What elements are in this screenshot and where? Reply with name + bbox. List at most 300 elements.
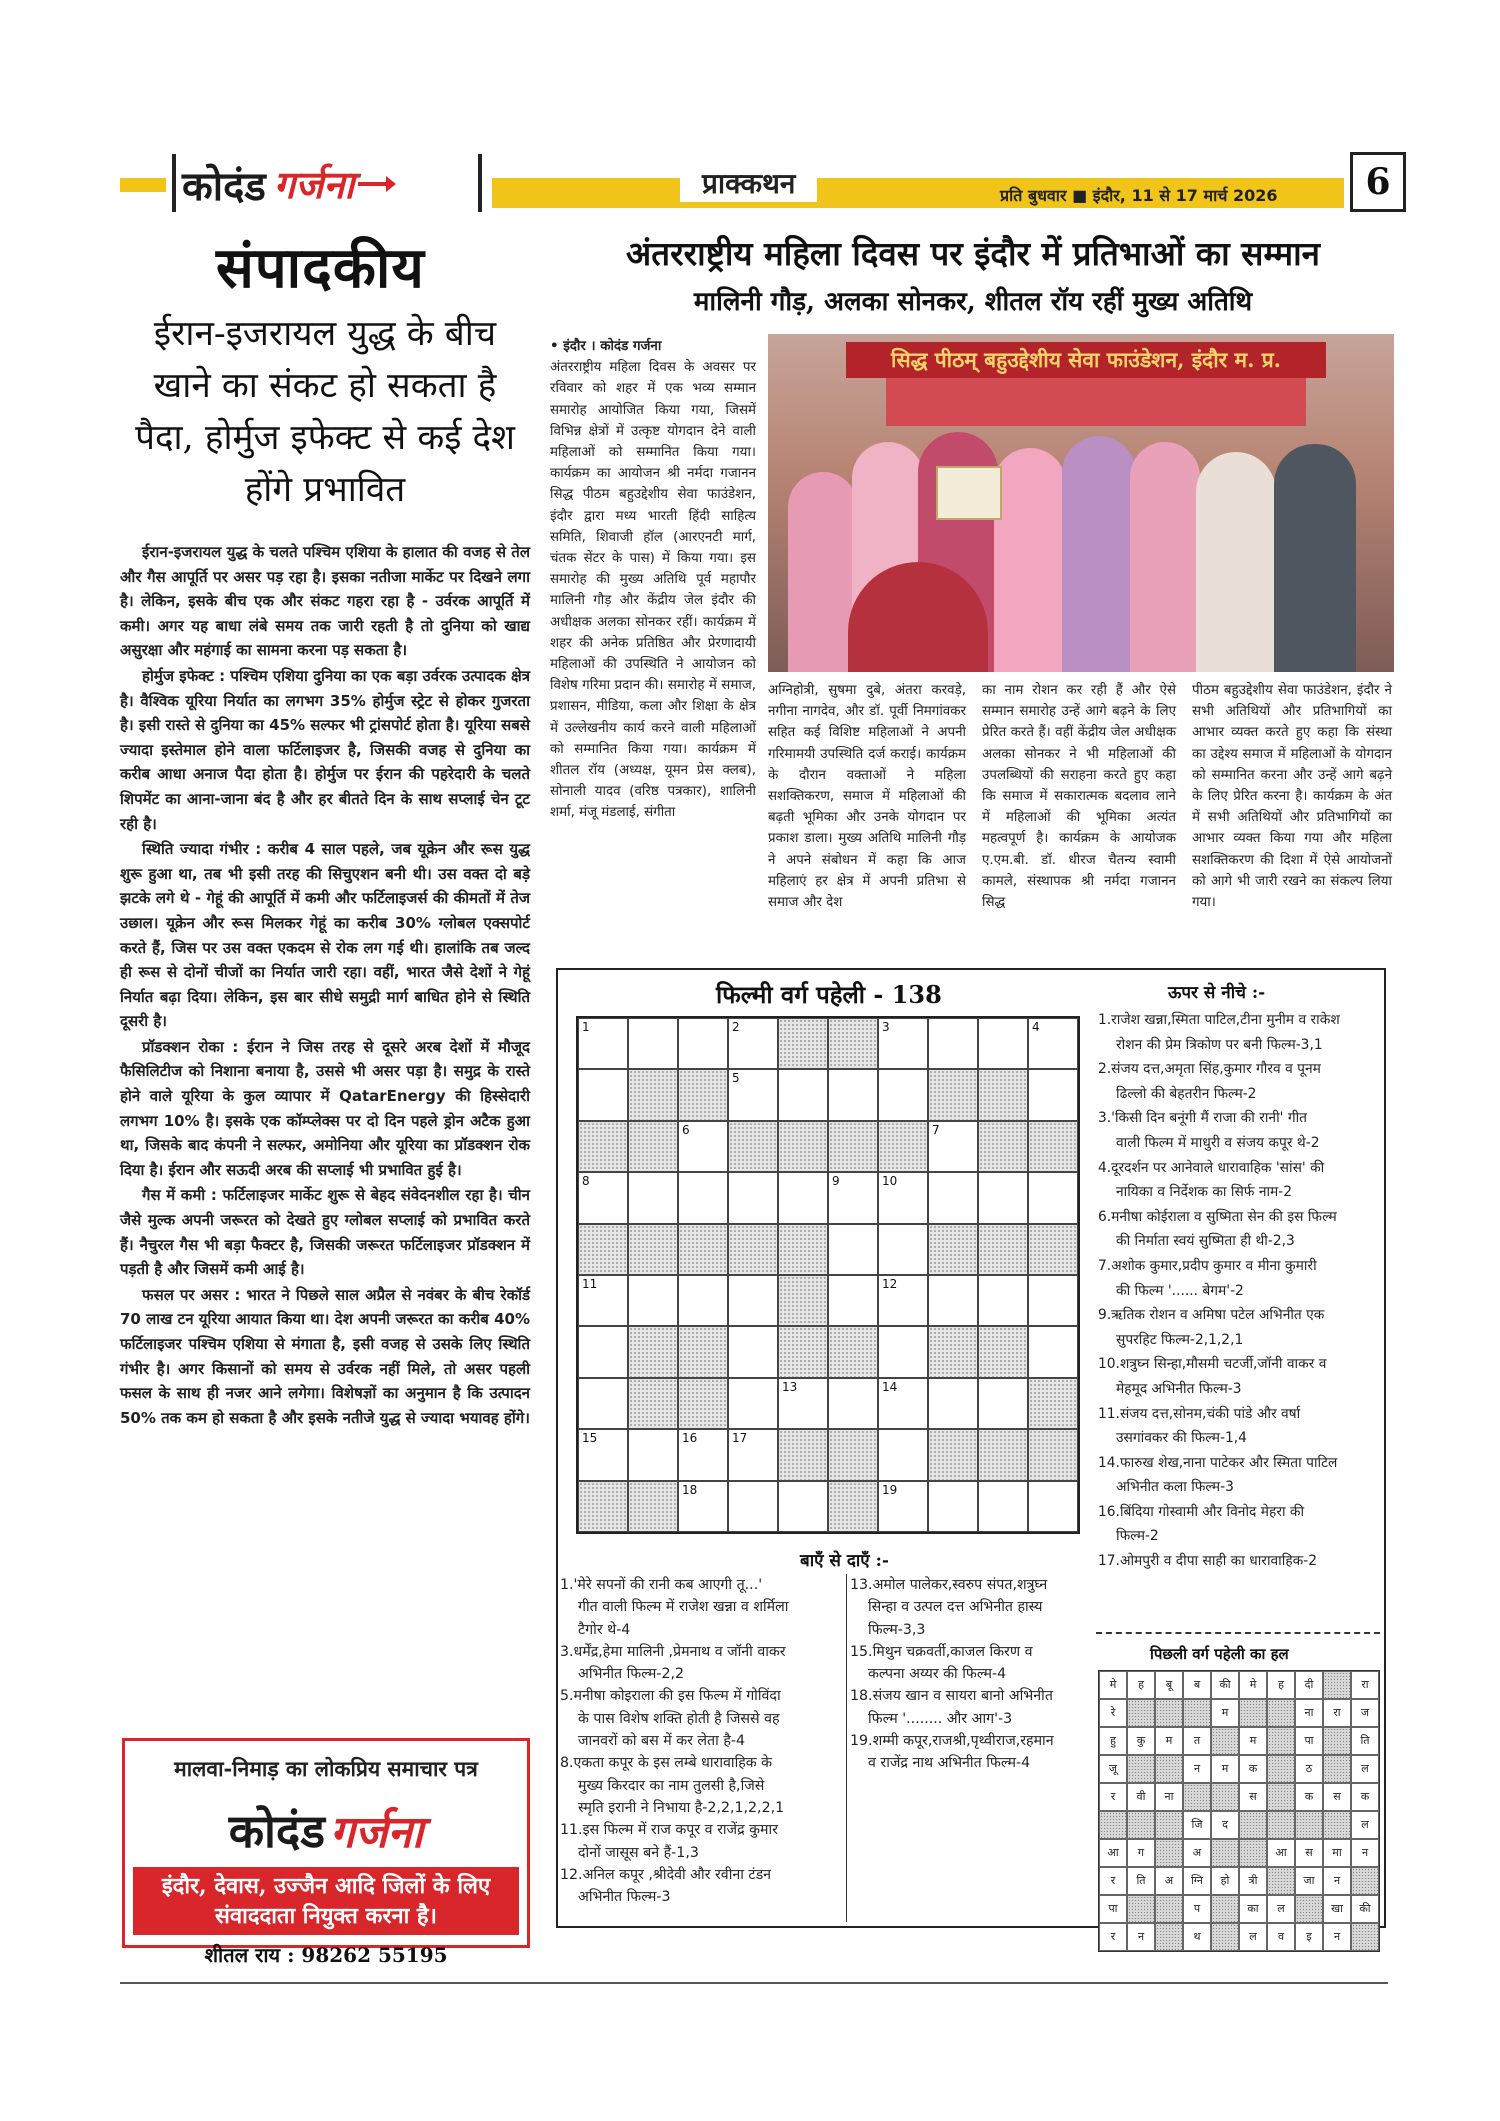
solution-block xyxy=(1239,1839,1267,1867)
solution-cell: हो xyxy=(1211,1867,1239,1895)
crossword-block xyxy=(678,1378,728,1429)
solution-block xyxy=(1239,1811,1267,1839)
solution-block xyxy=(1239,1699,1267,1727)
solution-cell: आ xyxy=(1267,1839,1295,1867)
logo-text-garjana: गर्जना xyxy=(273,162,355,207)
solution-cell: रे xyxy=(1099,1699,1127,1727)
crossword-cell[interactable] xyxy=(828,1224,878,1275)
crossword-block xyxy=(978,1069,1028,1120)
solution-grid xyxy=(1098,1670,1380,1952)
clue-line: टैगोर थे-4 xyxy=(578,1621,631,1638)
solution-cell: ल xyxy=(1267,1895,1295,1923)
clue-line: 19.शम्मी कपूर,राजश्री,पृथ्वीराज,रहमान xyxy=(850,1733,1054,1750)
solution-block xyxy=(1267,1783,1295,1811)
crossword-cell[interactable] xyxy=(578,1378,628,1429)
photo-person xyxy=(1274,444,1356,672)
solution-cell: स xyxy=(1323,1783,1351,1811)
masthead xyxy=(120,148,1395,220)
solution-title: पिछली वर्ग पहेली का हल xyxy=(1150,1645,1289,1663)
clue-line: 4.दूरदर्शन पर आनेवाले धारावाहिक 'सांस' की xyxy=(1098,1159,1325,1176)
solution-cell: की xyxy=(1211,1671,1239,1699)
clue-line: सुपरहिट फिल्म-2,1,2,1 xyxy=(1116,1331,1244,1348)
crossword-block xyxy=(678,1224,728,1275)
crossword-cell[interactable] xyxy=(828,1378,878,1429)
solution-block xyxy=(1267,1867,1295,1895)
solution-cell: इ xyxy=(1295,1923,1323,1951)
solution-cell: र xyxy=(1099,1923,1127,1951)
solution-block xyxy=(1351,1867,1379,1895)
clue-line: जानवरों को बस में कर लेता है-4 xyxy=(578,1733,746,1750)
clue-line: 6.मनीषा कोईराला व सुष्मिता सेन की इस फिल्म xyxy=(1098,1208,1337,1225)
crossword-block xyxy=(828,1018,878,1069)
crossword-cell[interactable] xyxy=(978,1275,1028,1326)
crossword-block xyxy=(828,1481,878,1532)
clue-line: 9.ऋतिक रोशन व अमिषा पटेल अभिनीत एक xyxy=(1098,1307,1325,1324)
crossword-block xyxy=(578,1121,628,1172)
solution-cell: न xyxy=(1351,1839,1379,1867)
solution-cell: की xyxy=(1351,1895,1379,1923)
solution-block xyxy=(1211,1839,1239,1867)
clue-line: मुख्य किरदार का नाम तुलसी है,जिसे xyxy=(578,1777,765,1794)
clue-line: रोशन की प्रेम त्रिकोण पर बनी फिल्म-3,1 xyxy=(1116,1036,1323,1053)
clue-line: अभिनीत फिल्म-3 xyxy=(578,1889,671,1906)
advertisement-box xyxy=(122,1738,530,1967)
crossword-block xyxy=(728,1224,778,1275)
clue-number: 7 xyxy=(932,1122,940,1137)
solution-cell: अ xyxy=(1155,1867,1183,1895)
crossword-cell[interactable] xyxy=(978,1172,1028,1223)
clue-number: 5 xyxy=(732,1071,740,1086)
photo-backdrop xyxy=(886,378,1306,426)
solution-cell: आ xyxy=(1099,1839,1127,1867)
clue-number: 17 xyxy=(732,1431,748,1446)
logo-arrow-icon xyxy=(358,182,388,186)
crossword-cell[interactable] xyxy=(728,1481,778,1532)
solution-cell: मे xyxy=(1099,1671,1127,1699)
solution-cell: रा xyxy=(1323,1699,1351,1727)
crossword-cell[interactable] xyxy=(728,1326,778,1377)
crossword-block xyxy=(778,1224,828,1275)
clue-number: 15 xyxy=(582,1431,598,1446)
ad-message: इंदौर, देवास, उज्जैन आदि जिलों के लिए संवाददाता नियुक्त करना है। xyxy=(133,1867,519,1935)
crossword-cell[interactable] xyxy=(928,1172,978,1223)
editorial-paragraph: होर्मुज इफेक्ट : पश्चिम एशिया दुनिया का एक बड़ा उर्वरक उत्पादक क्षेत्र है। वैश्विक यूरिया निर्यात का लगभग 35% होर्मुज स्ट्रेट से होकर गुजरता है। इसी रास्ते से दुनिया का 45% सल्फर भी ट्रांसपोर्ट होता है। यूरिया सबसे ज्यादा इस्तेमाल होने वाला फर्टिलाइजर है, जिसकी वजह से दुनिया का करीब आधा अनाज पैदा होता है। होर्मुज पर ईरान की पहरेदारी के चलते शिपमेंट का आना-जाना बंद है और हर बीतते दिन के साथ सप्लाई चेन टूट रही है। xyxy=(120,666,530,833)
solution-block xyxy=(1323,1671,1351,1699)
solution-cell: र xyxy=(1099,1783,1127,1811)
clue-line: की फिल्म '...... बेगम'-2 xyxy=(1116,1282,1244,1299)
crossword-block xyxy=(628,1224,678,1275)
solution-block xyxy=(1267,1755,1295,1783)
crossword-cell[interactable] xyxy=(578,1018,628,1069)
solution-cell: जि xyxy=(1183,1811,1211,1839)
solution-cell: क xyxy=(1351,1783,1379,1811)
clue-line: उसगांवकर की फिल्म-1,4 xyxy=(1116,1430,1247,1447)
clue-number: 2 xyxy=(732,1020,740,1034)
clue-number: 3 xyxy=(882,1020,890,1034)
crossword-cell[interactable] xyxy=(578,1172,628,1223)
solution-block xyxy=(1127,1811,1155,1839)
clue-line: 16.बिंदिया गोस्वामी और विनोद मेहरा की xyxy=(1098,1503,1305,1520)
photo-banner: सिद्ध पीठम् बहुउद्देशीय सेवा फाउंडेशन, इंदौर म. प्र. xyxy=(846,342,1326,378)
crossword-cell[interactable] xyxy=(1028,1275,1078,1326)
crossword-block xyxy=(978,1429,1028,1480)
crossword-cell[interactable] xyxy=(878,1275,928,1326)
solution-block xyxy=(1267,1699,1295,1727)
solution-cell: क xyxy=(1239,1755,1267,1783)
story-column-1 xyxy=(550,336,756,824)
crossword-block xyxy=(578,1481,628,1532)
solution-block xyxy=(1127,1699,1155,1727)
crossword-block xyxy=(628,1069,678,1120)
crossword-cell[interactable] xyxy=(678,1429,728,1480)
crossword-block xyxy=(928,1224,978,1275)
clue-line: 11.संजय दत्त,सोनम,चंकी पांडे और वर्षा xyxy=(1098,1405,1301,1422)
clue-line: गीत वाली फिल्म में राजेश खन्ना व शर्मिला xyxy=(578,1599,789,1616)
crossword-cell[interactable] xyxy=(628,1172,678,1223)
clue-line: की निर्माता स्वयं सुष्मिता ही थी-2,3 xyxy=(1116,1233,1295,1250)
solution-cell: त xyxy=(1183,1727,1211,1755)
clue-line: फिल्म-3,3 xyxy=(868,1621,926,1638)
photo-person xyxy=(1130,442,1200,672)
ad-tagline: मालवा-निमाड़ का लोकप्रिय समाचार पत्र xyxy=(174,1756,478,1781)
crossword-cell[interactable] xyxy=(628,1018,678,1069)
crossword-title: फिल्मी वर्ग पहेली - 138 xyxy=(716,980,942,1009)
issue-date: प्रति बुधवार ■ इंदौर, 11 से 17 मार्च 2026 xyxy=(1000,186,1278,205)
crossword-cell[interactable] xyxy=(778,1172,828,1223)
clue-line: मेहमूद अभिनीत फिल्म-3 xyxy=(1116,1380,1242,1397)
solution-cell: अ xyxy=(1183,1839,1211,1867)
solution-cell: कु xyxy=(1127,1727,1155,1755)
crossword-cell[interactable] xyxy=(1028,1018,1078,1069)
editorial-heading: संपादकीय xyxy=(216,235,425,301)
clue-line: दोनों जासूस बने हैं-1,3 xyxy=(578,1844,699,1861)
story-dateline: • इंदौर । कोदंड गर्जना xyxy=(550,339,662,354)
solution-block xyxy=(1155,1839,1183,1867)
crossword-cell[interactable] xyxy=(978,1018,1028,1069)
solution-block xyxy=(1127,1755,1155,1783)
solution-block xyxy=(1267,1727,1295,1755)
solution-cell: मा xyxy=(1323,1839,1351,1867)
solution-block xyxy=(1211,1895,1239,1923)
solution-cell: क xyxy=(1295,1783,1323,1811)
clue-line: 13.अमोल पालेकर,स्वरुप संपत,शत्रुघ्न xyxy=(850,1577,1048,1593)
clue-line: सिन्हा व उत्पल दत्त अभिनीत हास्य xyxy=(868,1599,1043,1616)
solution-cell: ना xyxy=(1295,1699,1323,1727)
solution-cell: पा xyxy=(1099,1895,1127,1923)
solution-cell: ज xyxy=(1351,1699,1379,1727)
crossword-cell[interactable] xyxy=(928,1121,978,1172)
solution-cell: खा xyxy=(1323,1895,1351,1923)
solution-block xyxy=(1211,1727,1239,1755)
story-headline: अंतरराष्ट्रीय महिला दिवस पर इंदौर में प्रतिभाओं का सम्मान xyxy=(626,234,1320,273)
solution-block xyxy=(1267,1811,1295,1839)
crossword-cell[interactable] xyxy=(678,1275,728,1326)
page-number: 6 xyxy=(1350,152,1406,212)
clue-line: 10.शत्रुघ्न सिन्हा,मौसमी चटर्जी,जॉनी वाकर व xyxy=(1098,1356,1327,1373)
editorial-paragraph: स्थिति ज्यादा गंभीर : करीब 4 साल पहले, जब यूक्रेन और रूस युद्ध शुरू हुआ था, तब भी इसी तरह की सिचुएशन बनी थी। उस वक्त दो बड़े झटके लगे थे - गेहूं की आपूर्ति में कमी और फर्टिलाइजर्स की कीमतों में तेज उछाल। यूक्रेन और रूस मिलकर गेहूं का करीब 30% ग्लोबल एक्सपोर्ट करते हैं, जिस पर उस वक्त एकदम से रोक लग गई थी। हालांकि तब जल्द ही रूस से दोनों चीजों का निर्यात जारी रहा। वहीं, भारत जैसे देशों ने गेहूं निर्यात बढ़ा दिया। लेकिन, इस बार सीधे समुद्री मार्ग बाधित होने से स्थिति दूसरी है। xyxy=(120,840,530,1031)
solution-cell: बू xyxy=(1155,1671,1183,1699)
crossword-block xyxy=(778,1121,828,1172)
crossword-block xyxy=(728,1121,778,1172)
solution-divider xyxy=(1096,1632,1380,1634)
clue-number: 19 xyxy=(882,1482,898,1497)
crossword-cell[interactable] xyxy=(578,1326,628,1377)
clue-line: 5.मनीषा कोइराला की इस फिल्म में गोविंदा xyxy=(560,1688,781,1705)
solution-cell: जा xyxy=(1295,1867,1323,1895)
crossword-cell[interactable] xyxy=(878,1018,928,1069)
crossword-block xyxy=(828,1429,878,1480)
solution-block xyxy=(1155,1811,1183,1839)
solution-block xyxy=(1099,1811,1127,1839)
crossword-block xyxy=(978,1326,1028,1377)
crossword-cell[interactable] xyxy=(678,1018,728,1069)
story-column-4: पीठम बहुउद्देशीय सेवा फाउंडेशन, इंदौर ने सभी अतिथियों और प्रतिभागियों का आभार व्यक्त करते हुए कहा कि संस्था का उद्देश्य समाज में महिलाओं के योगदान को सम्मानित करना और उन्हें आगे बढ़ने के लिए प्रेरित करना है। कार्यक्रम के अंत में सभी अतिथियों और प्रतिभागियों का आभार व्यक्त किया गया और महिला सशक्तिकरण की दिशा में ऐसे आयोजनों को आगे भी जारी रखने का संकल्प लिया गया। xyxy=(1192,683,1392,911)
crossword-cell[interactable] xyxy=(1028,1326,1078,1377)
clue-line: ढिल्लो की बेहतरीन फिल्म-2 xyxy=(1116,1085,1257,1102)
crossword-cell[interactable] xyxy=(878,1069,928,1120)
crossword-cell[interactable] xyxy=(928,1481,978,1532)
crossword-block xyxy=(628,1481,678,1532)
clue-line: कल्पना अय्यर की फिल्म-4 xyxy=(868,1666,1007,1683)
clue-line: फिल्म '........ और आग'-3 xyxy=(868,1710,1013,1727)
crossword-cell[interactable] xyxy=(1028,1172,1078,1223)
crossword-cell[interactable] xyxy=(778,1069,828,1120)
solution-cell: न xyxy=(1127,1923,1155,1951)
logo-text-kodand: कोदंड xyxy=(182,162,266,210)
crossword-block xyxy=(828,1326,878,1377)
crossword-cell[interactable] xyxy=(828,1172,878,1223)
clue-line: 1.'मेरे सपनों की रानी कब आएगी तू...' xyxy=(560,1577,763,1593)
crossword-cell[interactable] xyxy=(828,1275,878,1326)
crossword-block xyxy=(578,1224,628,1275)
solution-block xyxy=(1127,1895,1155,1923)
crossword-cell[interactable] xyxy=(728,1172,778,1223)
solution-cell: रा xyxy=(1351,1671,1379,1699)
crossword-cell[interactable] xyxy=(928,1275,978,1326)
crossword-block xyxy=(778,1326,828,1377)
clue-line: 15.मिथुन चक्रवर्ती,काजल किरण व xyxy=(850,1643,1033,1660)
crossword-block xyxy=(928,1069,978,1120)
story-subheadline: मालिनी गौड़, अलका सोनकर, शीतल रॉय रहीं मुख्य अतिथि xyxy=(693,287,1253,317)
masthead-yellow-bar-left xyxy=(120,178,166,192)
crossword-block xyxy=(828,1121,878,1172)
crossword-cell[interactable] xyxy=(678,1121,728,1172)
clue-number: 11 xyxy=(582,1277,598,1291)
solution-cell: द xyxy=(1211,1811,1239,1839)
solution-cell: ह xyxy=(1127,1671,1155,1699)
clue-line: 12.अनिल कपूर ,श्रीदेवी और रवीना टंडन xyxy=(560,1866,772,1883)
solution-cell: जू xyxy=(1099,1755,1127,1783)
clue-line: के पास विशेष शक्ति होती है जिससे वह xyxy=(578,1710,780,1727)
solution-block xyxy=(1155,1895,1183,1923)
crossword-block xyxy=(628,1326,678,1377)
solution-cell: न xyxy=(1323,1923,1351,1951)
clue-line: 11.इस फिल्म में राज कपूर व राजेंद्र कुमार xyxy=(560,1822,778,1839)
solution-block xyxy=(1183,1783,1211,1811)
solution-block xyxy=(1323,1755,1351,1783)
crossword-cell[interactable] xyxy=(978,1378,1028,1429)
ad-logo-garjana: गर्जना xyxy=(330,1807,424,1858)
clue-number: 12 xyxy=(882,1277,898,1291)
crossword-grid xyxy=(576,1016,1080,1534)
crossword-cell[interactable] xyxy=(928,1378,978,1429)
clue-line: 1.राजेश खन्ना,स्मिता पाटिल,टीना मुनीम व राकेश xyxy=(1098,1012,1340,1028)
solution-cell: ग xyxy=(1127,1839,1155,1867)
crossword-block xyxy=(978,1121,1028,1172)
masthead-divider xyxy=(172,154,176,212)
crossword-cell[interactable] xyxy=(678,1172,728,1223)
crossword-block xyxy=(928,1429,978,1480)
crossword-block xyxy=(778,1018,828,1069)
clue-line: फिल्म-2 xyxy=(1116,1528,1159,1545)
solution-cell: ग्नि xyxy=(1183,1867,1211,1895)
crossword-cell[interactable] xyxy=(1028,1481,1078,1532)
editorial-body xyxy=(120,540,530,1431)
clue-number: 1 xyxy=(582,1020,590,1034)
clue-line: व राजेंद्र नाथ अभिनीत फिल्म-4 xyxy=(868,1755,1031,1772)
clue-line: 18.संजय खान व सायरा बानो अभिनीत xyxy=(850,1688,1053,1705)
crossword-cell[interactable] xyxy=(728,1069,778,1120)
story-column-3: का नाम रोशन कर रही हैं और ऐसे सम्मान समारोह उन्हें आगे बढ़ने के लिए प्रेरित करते हैं। वहीं केंद्रीय जेल अधीक्षक अलका सोनकर ने भी महिलाओं की उपलब्धियों की सराहना करते हुए कहा कि समाज में सकारात्मक बदलाव लाने में महिलाओं की भूमिका अत्यंत महत्वपूर्ण है। कार्यक्रम के आयोजक ए.एम.बी. डॉ. धीरज चैतन्य स्वामी कामले, संस्थापक श्री नर्मदा गजानन सिद्ध xyxy=(982,683,1176,911)
clue-line: 8.एकता कपूर के इस लम्बे धारावाहिक के xyxy=(560,1755,773,1772)
clue-number: 13 xyxy=(782,1379,798,1394)
clue-line: 7.अशोक कुमार,प्रदीप कुमार व मीना कुमारी xyxy=(1098,1257,1317,1274)
clue-line: स्मृति इरानी ने निभाया है-2,2,1,2,2,1 xyxy=(578,1799,785,1816)
photo-person xyxy=(1196,452,1276,672)
crossword-cell[interactable] xyxy=(878,1429,928,1480)
crossword-cell[interactable] xyxy=(578,1275,628,1326)
crossword-block xyxy=(978,1224,1028,1275)
crossword-cell[interactable] xyxy=(728,1429,778,1480)
clue-line: अभिनीत फिल्म-2,2 xyxy=(578,1666,685,1683)
solution-block xyxy=(1323,1811,1351,1839)
solution-cell: ह xyxy=(1267,1671,1295,1699)
solution-cell: थ xyxy=(1183,1923,1211,1951)
clue-line: अभिनीत कला फिल्म-3 xyxy=(1116,1479,1234,1496)
crossword-block xyxy=(778,1429,828,1480)
crossword-cell[interactable] xyxy=(1028,1069,1078,1120)
clue-number: 4 xyxy=(1032,1020,1040,1034)
editorial-title: ईरान-इजरायल युद्ध के बीच खाने का संकट हो सकता है पैदा, होर्मुज इफेक्ट से कई देश होंगे प्रभावित xyxy=(135,314,515,510)
crossword-block xyxy=(778,1275,828,1326)
solution-block xyxy=(1351,1923,1379,1951)
event-photo xyxy=(768,334,1394,672)
solution-cell: ल xyxy=(1351,1811,1379,1839)
crossword-cell[interactable] xyxy=(728,1018,778,1069)
solution-cell: ब xyxy=(1183,1671,1211,1699)
clue-line: 17.ओमपुरी व दीपा साही का धारावाहिक-2 xyxy=(1098,1553,1318,1570)
ad-contact: शीतल राय : 98262 55195 xyxy=(204,1943,448,1967)
crossword-cell[interactable] xyxy=(728,1378,778,1429)
crossword-cell[interactable] xyxy=(578,1429,628,1480)
across-clues-list-1 xyxy=(560,1574,842,1908)
solution-cell: हु xyxy=(1099,1727,1127,1755)
across-clues-heading: बाएँ से दाएँ :- xyxy=(800,1551,889,1571)
crossword-block xyxy=(678,1069,728,1120)
crossword-cell[interactable] xyxy=(628,1275,678,1326)
solution-block xyxy=(1295,1895,1323,1923)
editorial-paragraph: प्रॉडक्शन रोका : ईरान ने जिस तरह से दूसरे अरब देशों में मौजूद फैसिलिटीज को निशाना बनाया है, उससे भी असर पड़ा है। समुद्र के रास्ते होने वाले यूरिया के कुल व्यापार में QatarEnergy की हिस्सेदारी लगभग 10% है। इसके एक कॉम्प्लेक्स पर दो दिन पहले ड्रोन अटैक हुआ था, जिसके बाद कंपनी ने सल्फर, अमोनिया और यूरिया का प्रॉडक्शन रोक दिया है। ईरान और सऊदी अरब की सप्लाई भी प्रभावित हुई है। xyxy=(120,1037,530,1179)
clue-line: 2.संजय दत्त,अमृता सिंह,कुमार गौरव व पूनम xyxy=(1098,1061,1321,1078)
crossword-cell[interactable] xyxy=(928,1018,978,1069)
solution-cell: वी xyxy=(1127,1783,1155,1811)
solution-cell: ति xyxy=(1127,1867,1155,1895)
crossword-block xyxy=(928,1326,978,1377)
crossword-cell[interactable] xyxy=(878,1172,928,1223)
crossword-block xyxy=(1028,1224,1078,1275)
crossword-cell[interactable] xyxy=(828,1069,878,1120)
solution-block xyxy=(1155,1923,1183,1951)
crossword-cell[interactable] xyxy=(578,1069,628,1120)
solution-cell: र xyxy=(1099,1867,1127,1895)
solution-cell: त्री xyxy=(1239,1867,1267,1895)
crossword-block xyxy=(628,1378,678,1429)
solution-cell: म xyxy=(1155,1727,1183,1755)
solution-cell: प xyxy=(1183,1895,1211,1923)
ad-logo xyxy=(125,1799,527,1861)
clue-number: 18 xyxy=(682,1482,698,1497)
across-clues-list-2 xyxy=(850,1574,1094,1775)
solution-cell: न xyxy=(1183,1755,1211,1783)
ad-logo-kodand: कोदंड xyxy=(228,1804,325,1858)
story-text: अंतरराष्ट्रीय महिला दिवस के अवसर पर रविवार को शहर में एक भव्य सम्मान समारोह आयोजित किया गया, जिसमें विभिन्न क्षेत्रों में उत्कृष्ट योगदान देने वाली महिलाओं को सम्मानित किया गया। कार्यक्रम का आयोजन श्री नर्मदा गजानन सिद्ध पीठम बहुउद्देशीय सेवा फाउंडेशन, इंदौर द्वारा मध्य भारती हिंदी साहित्य समिति, शिवाजी हॉल (आरएनटी मार्ग, चंतक सेंटर के पास) में किया गया। इस समारोह की मुख्य अतिथि पूर्व महापौर मालिनी गौड़ और केंद्रीय जेल इंदौर की अधीक्षक अलका सोनकर रहीं। कार्यक्रम में शहर की अनेक प्रतिष्ठित और प्रेरणादायी महिलाओं की उपस्थिति ने आयोजन को विशेष गरिमा प्रदान की। समारोह में समाज, प्रशासन, मीडिया, कला और शिक्षा के क्षेत्र में उल्लेखनीय कार्य करने वाली महिलाओं को सम्मानित किया गया। कार्यक्रम में शीतल रॉय (अध्यक्ष, यूमन प्रेस क्लब), सोनाली यादव (वरिष्ठ पत्रकार), शालिनी शर्मा, मंजू मंडलाई, संगीता xyxy=(550,360,756,821)
solution-block xyxy=(1295,1811,1323,1839)
solution-cell: पा xyxy=(1295,1727,1323,1755)
photo-certificate xyxy=(936,466,1002,520)
solution-cell: दी xyxy=(1295,1671,1323,1699)
solution-cell: स xyxy=(1239,1783,1267,1811)
crossword-block xyxy=(1028,1378,1078,1429)
crossword-block xyxy=(1028,1429,1078,1480)
solution-block xyxy=(1155,1755,1183,1783)
crossword-cell[interactable] xyxy=(878,1378,928,1429)
solution-cell: म xyxy=(1211,1755,1239,1783)
solution-block xyxy=(1183,1699,1211,1727)
crossword-block xyxy=(1028,1121,1078,1172)
crossword-cell[interactable] xyxy=(678,1481,728,1532)
photo-person xyxy=(1062,436,1136,672)
crossword-cell[interactable] xyxy=(628,1429,678,1480)
masthead-divider xyxy=(478,154,482,212)
crossword-cell[interactable] xyxy=(878,1326,928,1377)
solution-cell: ठ xyxy=(1295,1755,1323,1783)
newspaper-logo xyxy=(182,156,388,212)
section-name: प्राक्कथन xyxy=(680,164,817,202)
solution-cell: ना xyxy=(1155,1783,1183,1811)
solution-block xyxy=(1323,1727,1351,1755)
crossword-block xyxy=(628,1121,678,1172)
clue-line: 3.'किसी दिन बनूंगी मैं राजा की रानी' गीत xyxy=(1098,1110,1308,1127)
down-clues-list xyxy=(1098,1008,1384,1574)
solution-block xyxy=(1155,1699,1183,1727)
solution-cell: ल xyxy=(1239,1923,1267,1951)
clue-column-divider xyxy=(846,1574,847,1922)
clue-number: 14 xyxy=(882,1379,898,1394)
crossword-cell[interactable] xyxy=(778,1378,828,1429)
crossword-cell[interactable] xyxy=(728,1275,778,1326)
crossword-cell[interactable] xyxy=(878,1224,928,1275)
crossword-cell[interactable] xyxy=(878,1481,928,1532)
story-column-2: अग्निहोत्री, सुषमा दुबे, अंतरा करवड़े, नगीना नागदेव, और डॉ. पूर्वी निमगांवकर सहित कई विशिष्ट महिलाओं ने अपनी गरिमामयी उपस्थिति दर्ज कराई। कार्यक्रम के दौरान वक्ताओं ने महिला सशक्तिकरण, समाज में महिलाओं की बढ़ती भूमिका और उनके योगदान पर प्रकाश डाला। मुख्य अतिथि मालिनी गौड़ ने अपने संबोधन में कहा कि आज महिलाएं हर क्षेत्र में अपनी प्रतिभा से समाज और देश xyxy=(768,683,966,911)
editorial-paragraph: गैस में कमी : फर्टिलाइजर मार्केट शुरू से बेहद संवेदनशील रहा है। चीन जैसे मुल्क अपनी जरूरत को देखते हुए ग्लोबल सप्लाई को प्रभावित करते हैं। नैचुरल गैस भी बड़ा फैक्टर है, जिसकी जरूरत फर्टिलाइजर प्रॉडक्शन में पड़ती है और जिसमें कमी आई है। xyxy=(120,1186,530,1279)
crossword-cell[interactable] xyxy=(978,1481,1028,1532)
clue-line: वाली फिल्म में माधुरी व संजय कपूर थे-2 xyxy=(1116,1134,1320,1151)
editorial-paragraph: ईरान-इजरायल युद्ध के चलते पश्चिम एशिया के हालात की वजह से तेल और गैस आपूर्ति पर असर पड़ रहा है। इसका नतीजा मार्केट पर दिखने लगा है। लेकिन, इसके बीच एक और संकट गहरा रहा है - उर्वरक आपूर्ति में कमी। अगर यह बाधा लंबे समय तक जारी रहती है तो दुनिया को खाद्य असुरक्षा और महंगाई का सामना करना पड़ सकता है। xyxy=(120,543,530,660)
solution-cell: मे xyxy=(1239,1671,1267,1699)
clue-number: 10 xyxy=(882,1174,898,1189)
crossword-cell[interactable] xyxy=(778,1481,828,1532)
solution-block xyxy=(1211,1923,1239,1951)
